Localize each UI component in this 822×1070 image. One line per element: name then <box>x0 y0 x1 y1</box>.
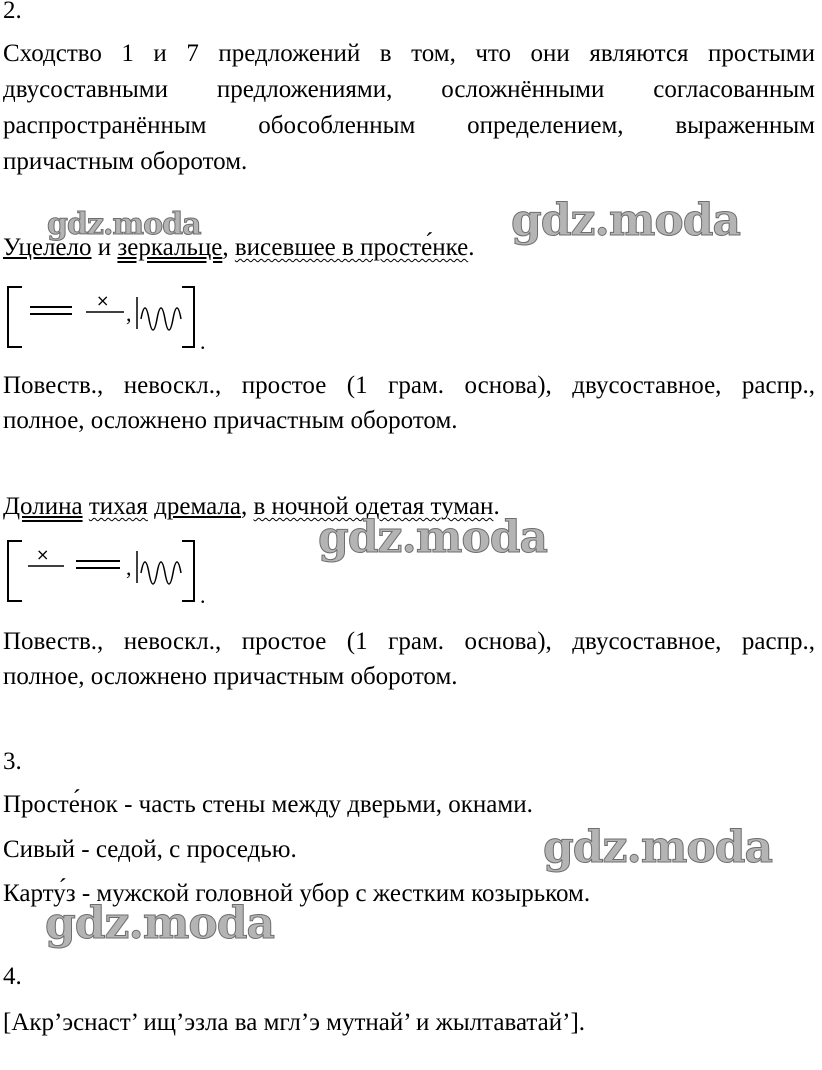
analysis-line: полное, осложнено причастным оборотом. <box>3 663 458 690</box>
watermark: gdz.moda <box>318 512 548 563</box>
transcription: [Акр’эснаст’ ищ’эзла ва мгл’э мутнай’ и жылтаватай’]. <box>3 1009 586 1036</box>
watermark: gdz.moda <box>511 195 741 246</box>
intro-line: причастным оборотом. <box>3 148 248 175</box>
analysis-line: Повеств., невоскл., простое (1 грам. основа), двусоставное, распр., <box>3 372 815 399</box>
definition-line: Просте́нок - часть стены между дверьми, окнами. <box>3 791 533 818</box>
definition-mark: × <box>96 291 110 310</box>
predicate: дремала <box>154 493 241 520</box>
definition-mark: × <box>36 545 50 564</box>
task3-number: 3. <box>3 748 22 775</box>
comma: , <box>222 234 235 261</box>
definition-line: Карту́з - мужской головной убор с жестким козырьком. <box>3 880 591 907</box>
predicate: Уцелело <box>3 234 92 261</box>
task4-number: 4. <box>3 963 22 990</box>
intro-line: Сходство 1 и 7 предложений в том, что они являются простыми <box>3 40 815 67</box>
watermark: gdz.moda <box>543 822 773 873</box>
scheme-comma: , <box>126 301 132 326</box>
sentence-scheme-1 <box>0 283 230 355</box>
comma: , <box>241 493 254 520</box>
watermark: gdz.moda <box>47 207 201 242</box>
scheme-dot: . <box>200 583 206 608</box>
analysis-line: Повеств., невоскл., простое (1 грам. основа), двусоставное, распр., <box>3 628 815 655</box>
subject: зеркальце <box>117 234 223 261</box>
period: . <box>468 234 475 261</box>
conjunction: и <box>91 234 118 261</box>
participial-phrase: висевшее в просте́нке <box>234 234 469 261</box>
analysis-line: полное, осложнено причастным оборотом. <box>3 407 458 434</box>
scheme-comma: , <box>126 555 132 580</box>
definition-line: Сивый - седой, с проседью. <box>3 836 297 863</box>
sentence-scheme-2 <box>0 537 230 609</box>
participial-phrase: в ночной одетая туман <box>253 493 494 520</box>
intro-line: распространённым обособленным определением, выраженным <box>3 112 815 139</box>
watermark: gdz.moda <box>45 898 275 949</box>
scheme-dot: . <box>200 329 206 354</box>
task2-number: 2. <box>3 0 22 24</box>
period: . <box>493 493 500 520</box>
subject: Долина <box>3 493 83 520</box>
intro-line: двусоставными предложениями, осложнёнными согласованным <box>3 76 815 103</box>
definition: тихая <box>88 493 148 520</box>
